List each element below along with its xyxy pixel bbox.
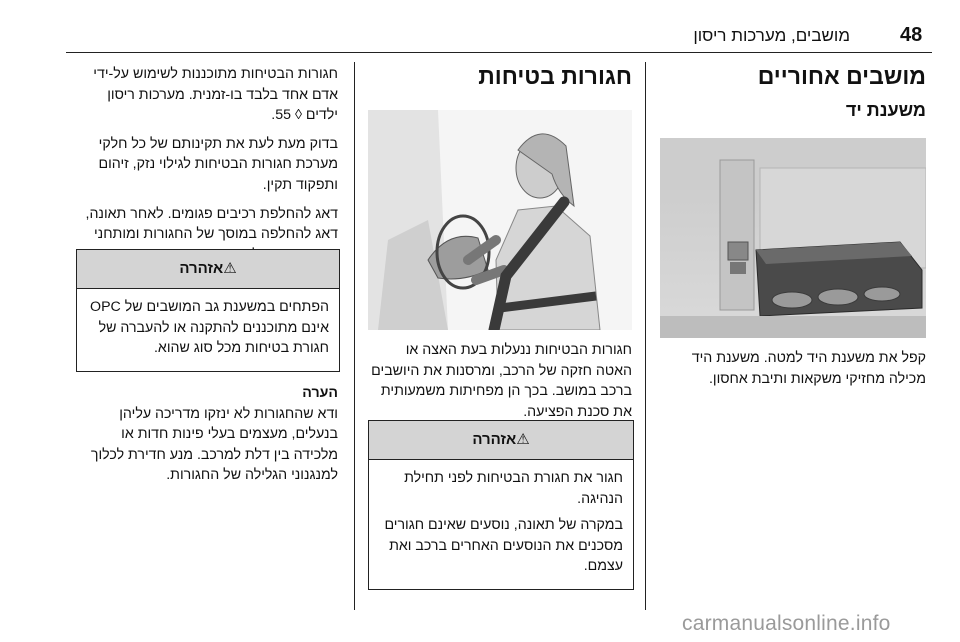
warning-triangle-icon: ⚠ bbox=[516, 431, 530, 448]
page-header-title: מושבים, מערכות ריסון bbox=[693, 26, 850, 45]
armrest-heading: משענת יד bbox=[845, 100, 926, 121]
opc-warning-box bbox=[76, 249, 340, 372]
seat-belt-warning-box bbox=[368, 420, 634, 590]
note-block bbox=[76, 383, 338, 494]
opc-warning-text: הפתחים במשענת גב המושבים של OPC אינם מתוכננים להתקנה או להעברה של חגורת בטיחות מכל סוג שהוא. bbox=[90, 299, 329, 357]
warning-text-1: חגור את חגורת הבטיחות לפני תחילת הנהיגה. bbox=[404, 470, 623, 507]
belt-replacement-paragraph: דאג להחלפת רכיבים פגומים. לאחר תאונה, דאג להחלפה במוסך של החגורות ומותחני bbox=[85, 205, 338, 243]
belt-usage-column bbox=[76, 64, 338, 273]
seat-belts-column bbox=[368, 64, 632, 89]
seat-belts-text-block bbox=[368, 340, 632, 430]
warning-title: אזהרה bbox=[472, 431, 517, 448]
warning-title: אזהרה bbox=[179, 260, 224, 277]
armrest-photo bbox=[660, 138, 926, 338]
rear-seats-heading: מושבים אחוריים bbox=[757, 63, 926, 89]
warning-text-2: במקרה של תאונה, נוסעים שאינם חגורים מסכנים את הנוסעים האחרים ברכב ואת עצמם. bbox=[384, 517, 623, 575]
rear-seats-column bbox=[660, 64, 926, 121]
page-number: 48 bbox=[900, 24, 923, 46]
column-divider-left bbox=[354, 62, 355, 610]
seat-belt-photo bbox=[368, 110, 632, 330]
belt-usage-paragraph: חגורות הבטיחות מתוכננות לשימוש על-ידי אדם אחד בלבד בו-זמנית. מערכות ריסון ילדים ◊ 55. bbox=[93, 66, 338, 124]
belt-inspection-paragraph: בדוק מעת לעת את תקינותם של כל חלקי מערכת חגורות הבטיחות לגילוי נזק, זיהום ותפקוד תקין. bbox=[98, 135, 338, 193]
note-title: הערה bbox=[302, 385, 338, 401]
armrest-caption-block bbox=[660, 348, 926, 397]
header-rule bbox=[66, 52, 932, 53]
seat-belts-heading: חגורות בטיחות bbox=[478, 63, 632, 89]
warning-triangle-icon: ⚠ bbox=[223, 260, 237, 277]
column-divider-right bbox=[645, 62, 646, 610]
warning-header bbox=[369, 421, 633, 460]
warning-header bbox=[77, 250, 339, 289]
armrest-illustration bbox=[660, 138, 926, 338]
warning-body bbox=[369, 460, 633, 589]
seat-belts-paragraph: חגורות הבטיחות ננעלות בעת האצה או האטה חזקה של הרכב, ומרסנות את היושבים ברכב במושב. בכך הן מפחיתות משמעותית את סכנת הפציעה. bbox=[371, 342, 632, 420]
armrest-caption: קפל את משענת היד למטה. משענת היד מכילה מחזיקי משקאות ותיבת אחסון. bbox=[691, 350, 926, 387]
warning-body bbox=[77, 289, 339, 371]
watermark: carmanualsonline.info bbox=[682, 612, 891, 635]
seat-belt-illustration bbox=[368, 110, 632, 330]
note-text: ודא שהחגורות לא ינזקו מדריכה עליהן בנעלים, מעצמים בעלי פינות חדות או מלכידה בין דלת למרכב. מנע חדירת לכלוך למנגנוני הגלילה של החגורות. bbox=[90, 405, 338, 484]
